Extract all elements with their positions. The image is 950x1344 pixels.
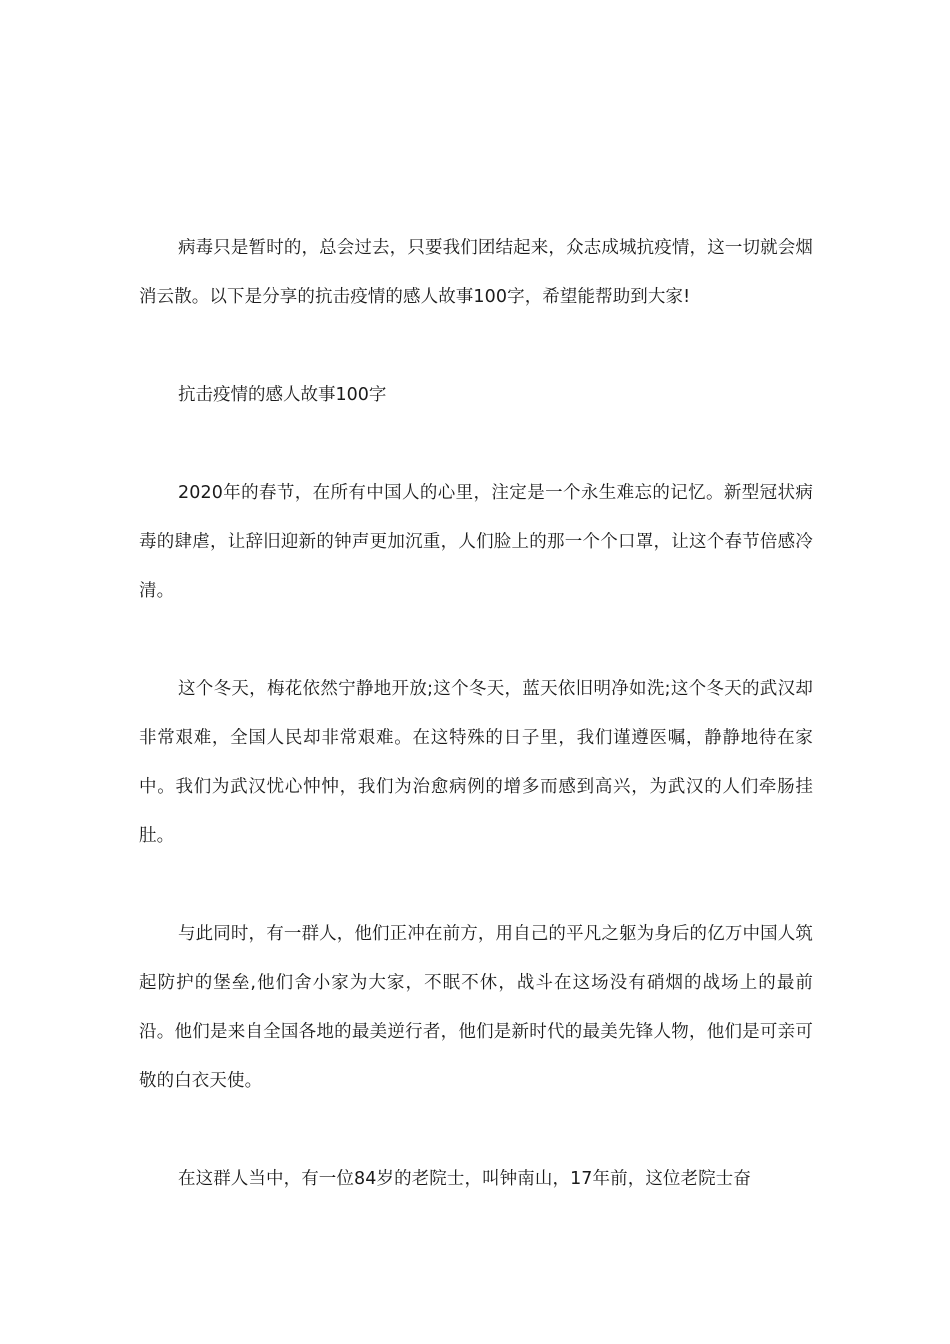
story-paragraph-winter: 这个冬天，梅花依然宁静地开放;这个冬天，蓝天依旧明净如洗;这个冬天的武汉却非常艰难，全国人民却非常艰难。在这特殊的日子里，我们谨遵医嘱，静静地待在家中。我们为武汉忧心忡忡，我们为治愈病例的增多而感到高兴，为武汉的人们牵肠挂肚。 <box>139 679 813 846</box>
section-heading: 抗击疫情的感人故事100字 <box>178 385 387 405</box>
story-paragraph-zhong-nanshan: 在这群人当中，有一位84岁的老院士，叫钟南山，17年前，这位老院士奋 <box>178 1169 751 1189</box>
story-paragraph-frontline: 与此同时，有一群人，他们正冲在前方，用自己的平凡之躯为身后的亿万中国人筑起防护的堡垒,他们舍小家为大家，不眠不休，战斗在这场没有硝烟的战场上的最前沿。他们是来自全国各地的最美逆行者，他们是新时代的最美先锋人物，他们是可亲可敬的白衣天使。 <box>139 924 813 1091</box>
intro-paragraph: 病毒只是暂时的，总会过去，只要我们团结起来，众志成城抗疫情，这一切就会烟消云散。以下是分享的抗击疫情的感人故事100字，希望能帮助到大家! <box>139 238 813 307</box>
paragraph-spacer <box>139 861 813 910</box>
paragraph-spacer <box>139 1106 813 1155</box>
story-paragraph-spring-festival: 2020年的春节，在所有中国人的心里，注定是一个永生难忘的记忆。新型冠状病毒的肆虐，让辞旧迎新的钟声更加沉重，人们脸上的那一个个口罩，让这个春节倍感冷清。 <box>139 483 813 601</box>
document-body <box>139 224 813 1204</box>
paragraph-spacer <box>139 616 813 665</box>
paragraph-spacer <box>139 322 813 371</box>
paragraph-spacer <box>139 420 813 469</box>
